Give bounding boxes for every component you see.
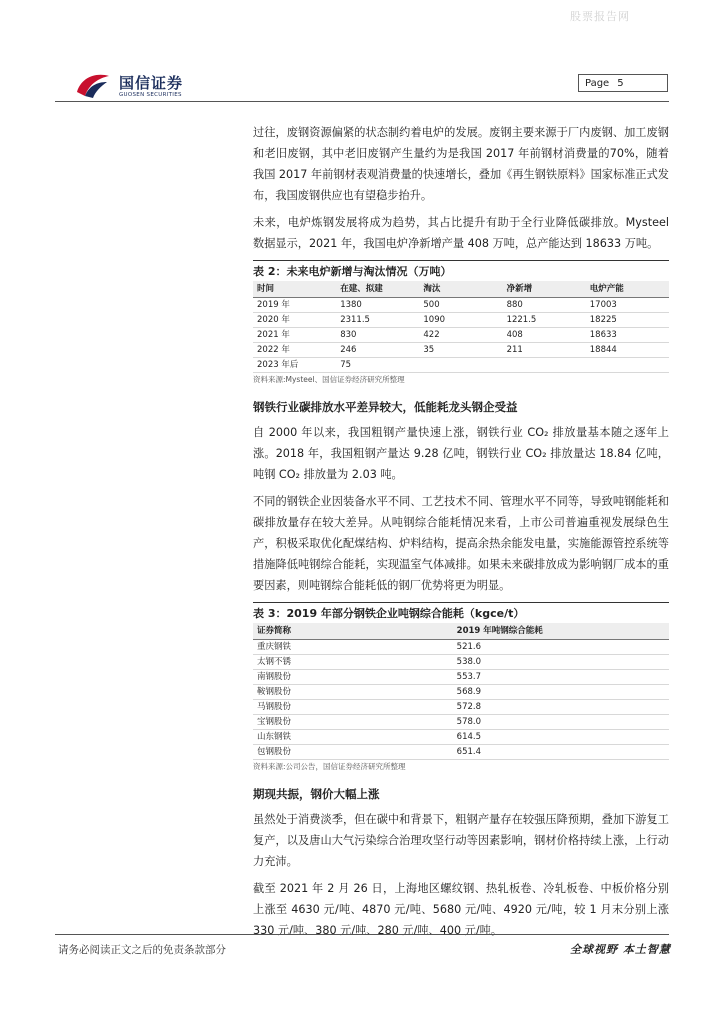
table-cell: 17003	[586, 298, 669, 313]
table-cell: 太钢不锈	[253, 655, 453, 670]
table-row	[253, 298, 669, 313]
table-cell: 651.4	[453, 745, 669, 760]
table-cell: 408	[503, 328, 586, 343]
footer-disclaimer: 请务必阅读正文之后的免责条款部分	[58, 944, 226, 956]
logo-mark-icon	[75, 70, 111, 100]
table-2-title: 表 2：未来电炉新增与淘汰情况（万吨）	[253, 260, 669, 281]
footer-divider	[55, 934, 669, 935]
table-cell: 鞍钢股份	[253, 685, 453, 700]
table-cell: 880	[503, 298, 586, 313]
table-cell: 614.5	[453, 730, 669, 745]
table-row	[253, 670, 669, 685]
table-cell: 572.8	[453, 700, 669, 715]
page-number: 5	[617, 78, 624, 89]
table-row	[253, 313, 669, 328]
table-header-cell: 在建、拟建	[336, 281, 419, 298]
table-row	[253, 700, 669, 715]
table-cell: 553.7	[453, 670, 669, 685]
table-cell: 521.6	[453, 640, 669, 655]
table-cell	[419, 358, 502, 373]
table-cell: 18633	[586, 328, 669, 343]
table-cell: 2311.5	[336, 313, 419, 328]
footer-slogan: 全球视野 本土智慧	[570, 943, 671, 956]
header-divider	[55, 101, 669, 102]
table-cell: 重庆钢铁	[253, 640, 453, 655]
table-row	[253, 343, 669, 358]
watermark: 股票报告网	[570, 10, 630, 23]
table-cell: 2021 年	[253, 328, 336, 343]
table-cell: 2023 年后	[253, 358, 336, 373]
table-2	[253, 281, 669, 373]
table-row	[253, 745, 669, 760]
table-header-row	[253, 623, 669, 640]
table-header-cell: 2019 年吨钢综合能耗	[453, 623, 669, 640]
table-header-cell: 电炉产能	[586, 281, 669, 298]
table-cell: 1380	[336, 298, 419, 313]
table-cell: 18844	[586, 343, 669, 358]
paragraph: 截至 2021 年 2 月 26 日，上海地区螺纹钢、热轧板卷、冷轧板卷、中板价格分别上涨至 4630 元/吨、4870 元/吨、5680 元/吨、4920 元/吨，较 1 月末分别上涨 330 元/吨、380 元/吨、280 元/吨、400 元/吨。	[253, 882, 669, 937]
table-cell: 1090	[419, 313, 502, 328]
table-3-title: 表 3：2019 年部分钢铁企业吨钢综合能耗（kgce/t）	[253, 602, 669, 623]
table-row	[253, 358, 669, 373]
table-cell: 马钢股份	[253, 700, 453, 715]
company-logo	[75, 68, 205, 108]
table-header-cell: 净新增	[503, 281, 586, 298]
table-cell: 宝钢股份	[253, 715, 453, 730]
table-cell: 35	[419, 343, 502, 358]
table-2-source: 资料来源:Mysteel、国信证券经济研究所整理	[253, 375, 405, 384]
logo-text-cn: 国信证券	[119, 74, 184, 92]
table-cell: 山东钢铁	[253, 730, 453, 745]
table-cell: 包钢股份	[253, 745, 453, 760]
table-cell: 南钢股份	[253, 670, 453, 685]
paragraph: 过往，废钢资源偏紧的状态制约着电炉的发展。废钢主要来源于厂内废钢、加工废钢和老旧废钢，其中老旧废钢产生量约为是我国 2017 年前钢材消费量的70%，随着我国 2017 年前钢材表观消费量的快速增长，叠加《再生钢铁原料》国家标准正式发布，我国废钢供应也有望稳步抬升。	[253, 126, 669, 202]
table-cell	[586, 358, 669, 373]
table-cell: 830	[336, 328, 419, 343]
section-heading: 期现共振，钢价大幅上涨	[253, 787, 380, 801]
table-cell: 538.0	[453, 655, 669, 670]
table-cell: 18225	[586, 313, 669, 328]
table-header-row	[253, 281, 669, 298]
logo-text-en: GUOSEN SECURITIES	[119, 92, 182, 98]
table-cell: 500	[419, 298, 502, 313]
page-indicator	[578, 74, 668, 92]
table-3	[253, 623, 669, 760]
table-3-source: 资料来源:公司公告，国信证券经济研究所整理	[253, 762, 406, 771]
table-cell: 211	[503, 343, 586, 358]
table-header-cell: 证券简称	[253, 623, 453, 640]
table-cell: 2019 年	[253, 298, 336, 313]
paragraph: 虽然处于消费淡季，但在碳中和背景下，粗钢产量存在较强压降预期，叠加下游复工复产，以及唐山大气污染综合治理攻坚行动等因素影响，钢材价格持续上涨，上行动力充沛。	[253, 813, 669, 868]
table-row	[253, 655, 669, 670]
paragraph: 不同的钢铁企业因装备水平不同、工艺技术不同、管理水平不同等，导致吨钢能耗和碳排放量存在较大差异。从吨钢综合能耗情况来看，上市公司普遍重视发展绿色生产，积极采取优化配煤结构、炉料结构，提高余热余能发电量，实施能源管控系统等措施降低吨钢综合能耗，实现温室气体减排。如果未来碳排放成为影响钢厂成本的重要因素，则吨钢综合能耗低的钢厂优势将更为明显。	[253, 495, 669, 592]
table-row	[253, 730, 669, 745]
paragraph: 未来，电炉炼钢发展将成为趋势，其占比提升有助于全行业降低碳排放。Mysteel 数据显示，2021 年，我国电炉净新增产量 408 万吨，总产能达到 18633 万吨。	[253, 216, 669, 250]
report-body	[253, 122, 669, 947]
table-cell: 1221.5	[503, 313, 586, 328]
table-row	[253, 328, 669, 343]
section-heading: 钢铁行业碳排放水平差异较大，低能耗龙头钢企受益	[253, 400, 518, 414]
table-row	[253, 685, 669, 700]
table-cell	[503, 358, 586, 373]
table-cell: 75	[336, 358, 419, 373]
table-header-cell: 时间	[253, 281, 336, 298]
table-cell: 246	[336, 343, 419, 358]
table-row	[253, 640, 669, 655]
table-cell: 578.0	[453, 715, 669, 730]
table-cell: 568.9	[453, 685, 669, 700]
paragraph: 自 2000 年以来，我国粗钢产量快速上涨，钢铁行业 CO₂ 排放量基本随之逐年上涨。2018 年，我国粗钢产量达 9.28 亿吨，钢铁行业 CO₂ 排放量达 18.84 亿吨，吨钢 CO₂ 排放量为 2.03 吨。	[253, 426, 669, 481]
table-cell: 422	[419, 328, 502, 343]
table-row	[253, 715, 669, 730]
page-label: Page	[585, 78, 610, 89]
table-cell: 2022 年	[253, 343, 336, 358]
table-cell: 2020 年	[253, 313, 336, 328]
table-header-cell: 淘汰	[419, 281, 502, 298]
